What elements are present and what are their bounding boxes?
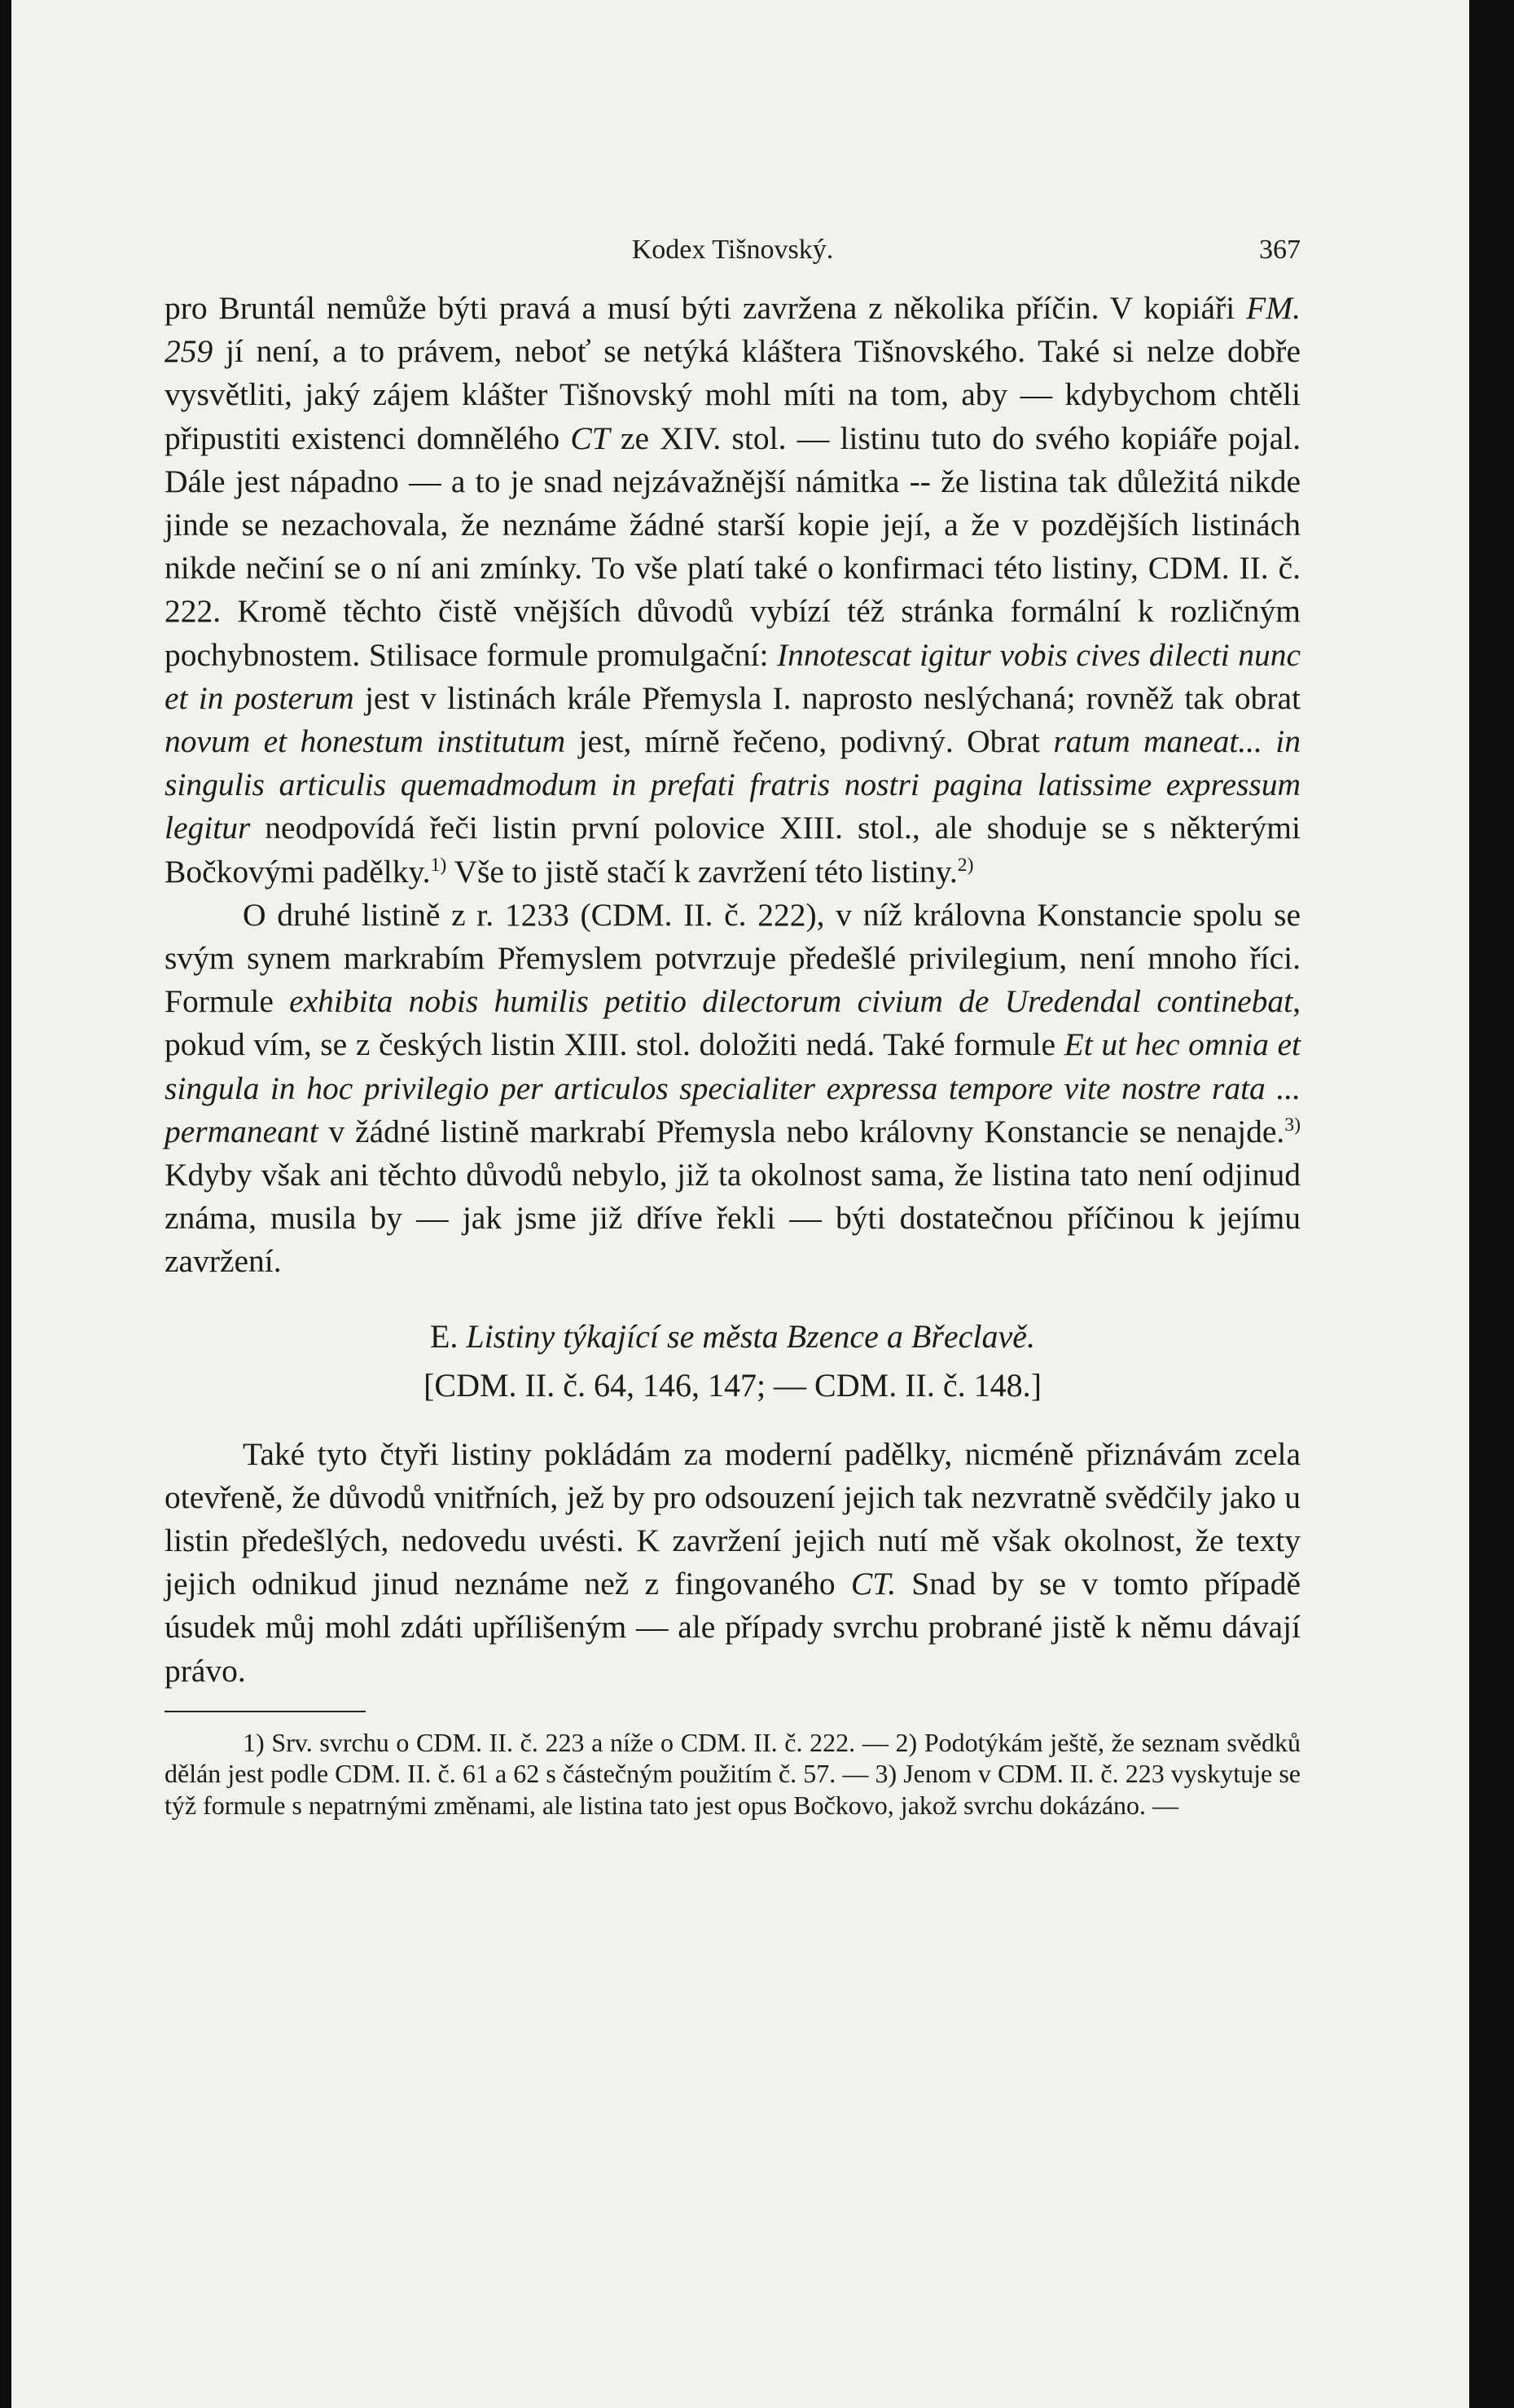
section-title: Listiny týkající se města Bzence a Břeclavě.: [466, 1317, 1036, 1355]
footnotes: 1) Srv. svrchu o CDM. II. č. 223 a níže o CDM. II. č. 222. — 2) Podotýkám ještě, že seznam svědků dělán jest podle CDM. II. č. 61 a 62 s částečným použitím č. 57. — 3) Jenom v CDM. II. č. 223 vyskytuje se týž formule s nepatrnými změnami, ale listina tato jest opus Bočkovo, jakož svrchu dokázáno. —: [165, 1727, 1301, 1820]
para1-text-1: pro Bruntál nemůže býti pravá a musí býti zavržena z několika příčin. V kopiáři: [165, 290, 1247, 326]
text-block: [165, 235, 1301, 1821]
para3-italic-1: CT.: [850, 1566, 897, 1602]
para2-italic-2: Et ut hec omnia et singula in hoc privilegio per articulos specialiter expressa tempore vite nostre rata ... permaneant: [165, 1026, 1301, 1149]
para3-text-1: Také tyto čtyři listiny pokládám za moderní padělky, nicméně přiznávám zcela otevřeně, že důvodů vnitřních, jež by pro odsouzení jejich tak nezvratně svědčily jako u listin předešlých, nedovedu uvésti. K zavržení jejich nutí mě však okolnost, že texty jejich odnikud jinud neznáme než z fingovaného: [165, 1435, 1301, 1602]
paragraph-2: [165, 894, 1301, 1284]
para1-text-7: Vše to jistě stačí k zavržení této listiny.: [446, 853, 958, 890]
running-header: [165, 235, 1301, 287]
para1-text-5: jest, mírně řečeno, podivný. Obrat: [565, 723, 1054, 760]
para1-italic-2: CT: [570, 420, 610, 456]
para1-text-6: neodpovídá řeči listin první polovice XIII. stol., ale shoduje se s některými Bočkovými padělky.: [165, 810, 1301, 890]
para2-text-2: , pokud vím, se z českých listin XIII. stol. doložiti nedá. Také formule: [165, 983, 1301, 1063]
page-number: 367: [1259, 235, 1301, 265]
para2-italic-1: exhibita nobis humilis petitio dilectorum civium de Uredendal continebat: [289, 983, 1293, 1020]
para3-text-2: Snad by se v tomto případě úsudek můj mohl zdáti upřílišeným — ale případy svrchu probrané jistě k němu dávají právo.: [165, 1566, 1301, 1689]
para1-text-2: jí není, a to právem, neboť se netýká kláštera Tišnovského. Také si nelze dobře vysvětliti, jaký zájem klášter Tišnovský mohl míti na tom, aby — kdybychom chtěli připustiti existenci domnělého: [165, 333, 1301, 456]
paragraph-1: [165, 287, 1301, 894]
para2-text-1: O druhé listině z r. 1233 (CDM. II. č. 222), v níž královna Konstancie spolu se svým synem markrabím Přemyslem potvrzuje předešlé privilegium, není mnoho říci. Formule: [165, 896, 1301, 1020]
para1-italic-5: ratum maneat... in singulis articulis quemadmodum in prefati fratris nostri pagina latissime expressum legitur: [165, 723, 1301, 846]
section-heading: [165, 1315, 1301, 1358]
footnote-ref-2: 2): [957, 854, 974, 876]
running-title: Kodex Tišnovský.: [631, 235, 834, 265]
para1-italic-1: FM. 259: [165, 290, 1301, 370]
para1-text-4: jest v listinách krále Přemysla I. naprosto neslýchaná; rovněž tak obrat: [353, 679, 1301, 716]
section-label: E.: [429, 1317, 459, 1355]
section-references: [CDM. II. č. 64, 146, 147; — CDM. II. č. 148.]: [423, 1366, 1042, 1404]
para1-text-3: ze XIV. stol. — listinu tuto do svého kopiáře pojal. Dále jest nápadno — a to je snad nejzávažnější námitka -- že listina tak důležitá nikde jinde se nezachovala, že neznáme žádné starší kopie její, a že v pozdějších listinách nikde nečiní se o ní ani zmínky. To vše platí také o konfirmaci této listiny, CDM. II. č. 222. Kromě těchto čistě vnějších důvodů vybízí též stránka formální k rozličným pochybnostem. Stilisace formule promulgační:: [165, 420, 1301, 673]
para1-italic-4: novum et honestum institutum: [165, 723, 566, 760]
footnote-divider: [165, 1711, 366, 1712]
para2-text-3: v žádné listině markrabí Přemysla nebo královny Konstancie se nenajde.: [318, 1113, 1285, 1149]
paragraph-3: [165, 1433, 1301, 1693]
footnote-ref-3: 3): [1284, 1114, 1301, 1136]
para2-text-4: Kdyby však ani těchto důvodů nebylo, již ta okolnost sama, že listina tato není odjinud známa, musila by — jak jsme již dříve řekli — býti dostatečnou příčinou k jejímu zavržení.: [165, 1157, 1301, 1280]
footnote-ref-1: 1): [430, 854, 447, 876]
para1-italic-3: Innotescat igitur vobis cives dilecti nunc et in posterum: [165, 636, 1301, 716]
page: [11, 0, 1469, 2408]
